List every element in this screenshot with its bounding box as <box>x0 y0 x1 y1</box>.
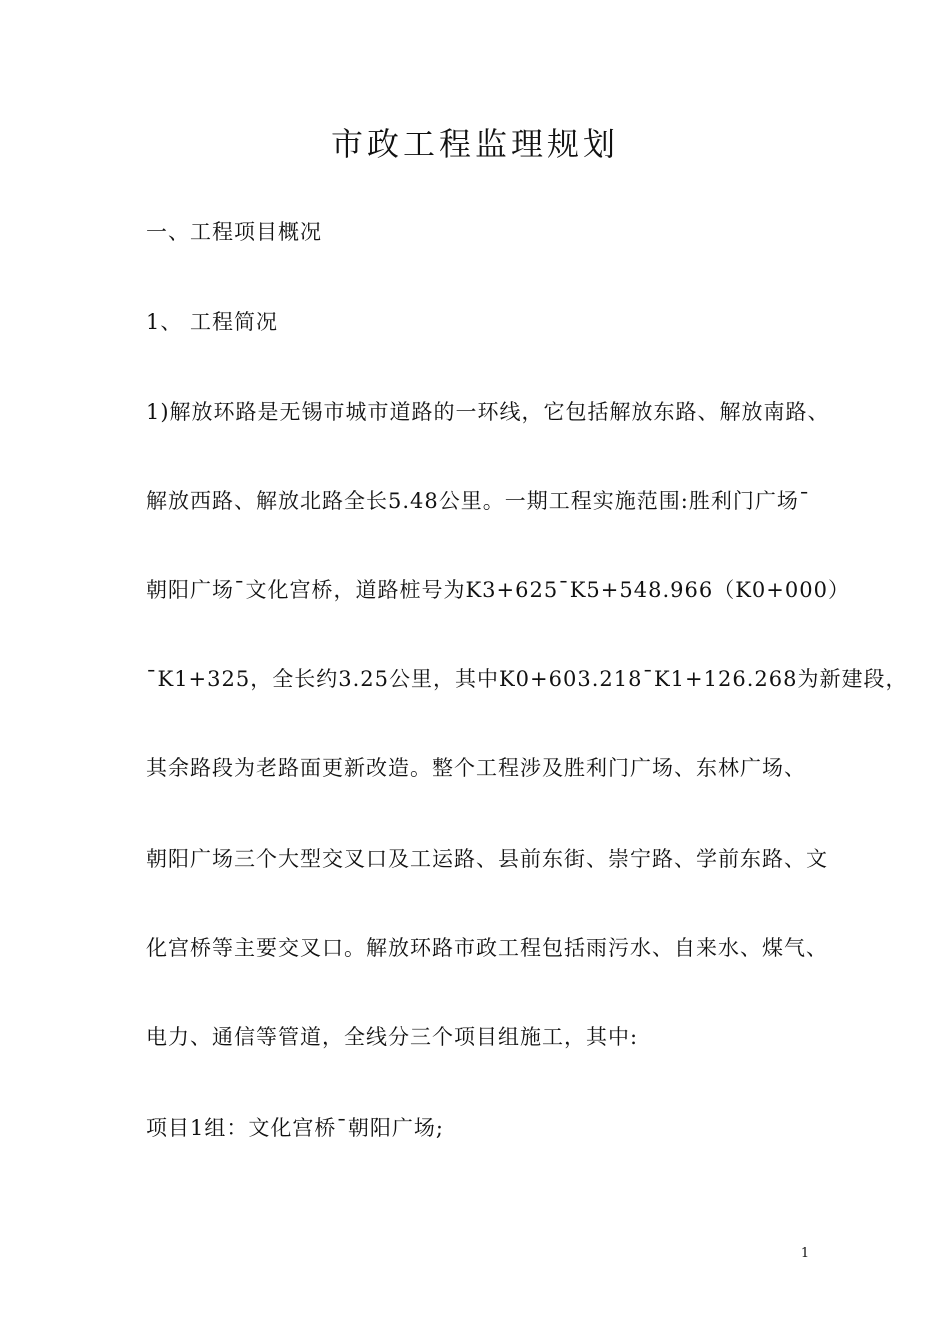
document-title: 市政工程监理规划 <box>330 125 619 163</box>
body-line-2: 解放西路、解放北路全长5.48公里。一期工程实施范围:胜利门广场¯ <box>146 489 811 513</box>
body-line-5: 其余路段为老路面更新改造。整个工程涉及胜利门广场、东林广场、 <box>146 756 806 780</box>
subsection-heading: 1、 工程简况 <box>146 310 279 334</box>
body-line-7: 化宫桥等主要交叉口。解放环路市政工程包括雨污水、自来水、煤气、 <box>146 936 828 960</box>
body-line-1: 1)解放环路是无锡市城市道路的一环线，它包括解放东路、解放南路、 <box>146 400 830 424</box>
body-line-4: ¯K1+325，全长约3.25公里，其中K0+603.218¯K1+126.268为新建段， <box>146 667 908 691</box>
body-line-3: 朝阳广场¯文化宫桥，道路桩号为K3+625¯K5+548.966（K0+000） <box>146 578 850 602</box>
page-number: 1 <box>800 1246 810 1261</box>
body-line-8: 电力、通信等管道，全线分三个项目组施工，其中: <box>146 1025 639 1049</box>
body-line-9: 项目1组：文化宫桥¯朝阳广场; <box>146 1116 444 1140</box>
section-heading: 一、工程项目概况 <box>146 220 322 244</box>
body-line-6: 朝阳广场三个大型交叉口及工运路、县前东街、崇宁路、学前东路、文 <box>146 847 828 871</box>
